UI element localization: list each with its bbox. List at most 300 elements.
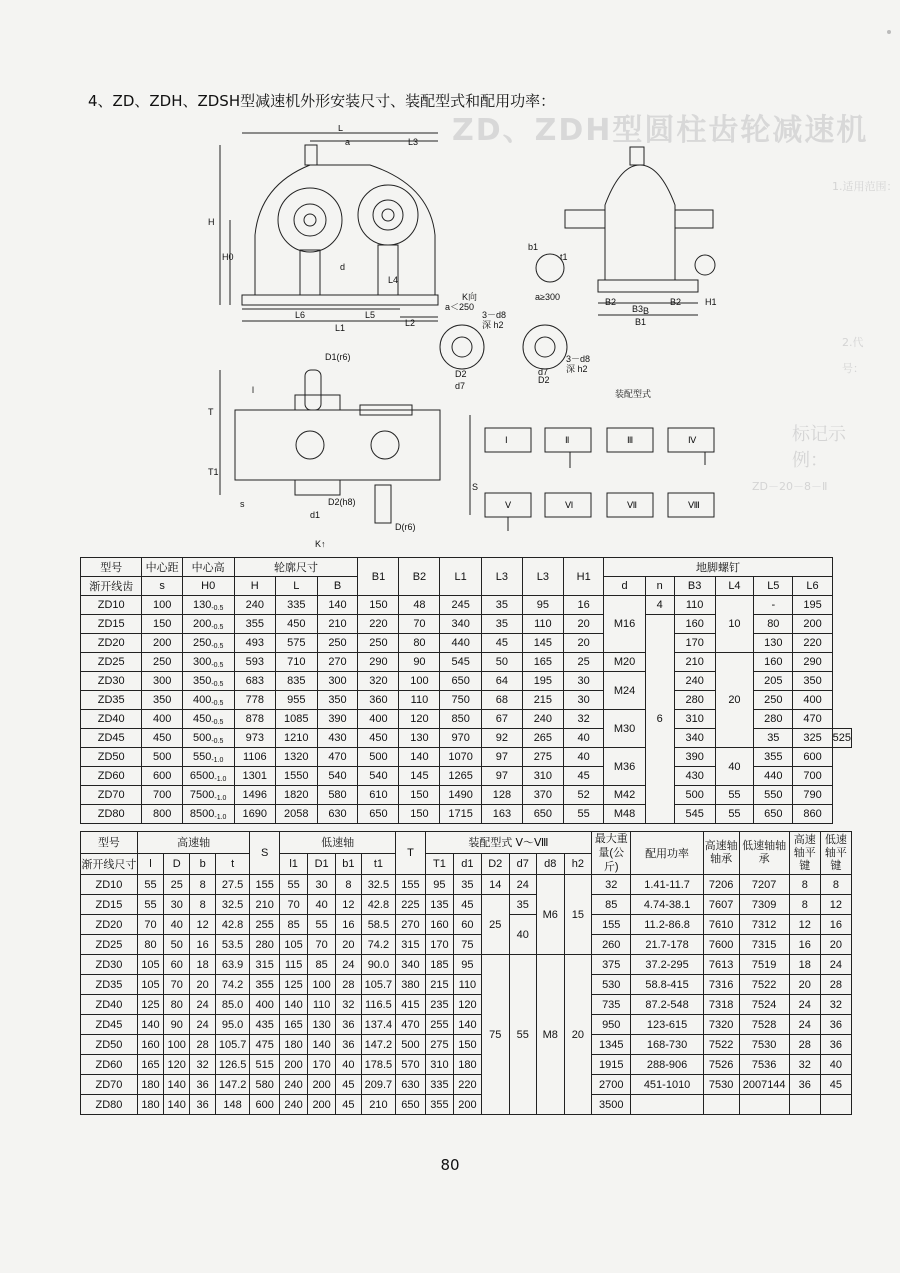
th-L3b: L3 bbox=[522, 558, 563, 596]
cell: 147.2 bbox=[215, 1075, 249, 1095]
cell: $450_{-0.5}$ bbox=[182, 710, 234, 729]
lbl-D2b-1: D2 bbox=[455, 369, 467, 379]
cell: 30 bbox=[563, 672, 604, 691]
th-L6: L6 bbox=[793, 577, 832, 596]
roman-1: Ⅰ bbox=[505, 435, 508, 445]
th-L5: L5 bbox=[754, 577, 793, 596]
cell: 150 bbox=[399, 805, 440, 824]
cell: 45 bbox=[563, 767, 604, 786]
th2-power: 配用功率 bbox=[631, 832, 703, 875]
cell: 105.7 bbox=[215, 1035, 249, 1055]
roman-4: Ⅳ bbox=[688, 435, 697, 445]
cell: 95 bbox=[453, 955, 481, 975]
cell: 500 bbox=[674, 786, 715, 805]
cell: 24 bbox=[789, 1015, 820, 1035]
cell: 210 bbox=[674, 653, 715, 672]
cell: 350 bbox=[317, 691, 358, 710]
cell: 170 bbox=[308, 1055, 336, 1075]
cell: 200 bbox=[142, 634, 182, 653]
cell: 32 bbox=[563, 710, 604, 729]
lbl-S: S bbox=[472, 482, 479, 492]
cell: 7530 bbox=[703, 1075, 739, 1095]
cell: $200_{-0.5}$ bbox=[182, 615, 234, 634]
cell: 74.2 bbox=[361, 935, 395, 955]
cell: 2007144 bbox=[739, 1075, 789, 1095]
cell: 168-730 bbox=[631, 1035, 703, 1055]
cell: 20 bbox=[820, 935, 851, 955]
cell: 155 bbox=[396, 875, 426, 895]
cell: 58.8-415 bbox=[631, 975, 703, 995]
cell: 36 bbox=[336, 1015, 362, 1035]
cell: $350_{-0.5}$ bbox=[182, 672, 234, 691]
cell: 85 bbox=[280, 915, 308, 935]
cell: $7500_{-1.0}$ bbox=[182, 786, 234, 805]
cell: 92 bbox=[481, 729, 522, 748]
cell: 1320 bbox=[276, 748, 318, 767]
cell: 610 bbox=[358, 786, 399, 805]
cell: 8 bbox=[336, 875, 362, 895]
cell: 650 bbox=[440, 672, 482, 691]
cell: 110 bbox=[674, 596, 715, 615]
cell: 8 bbox=[820, 875, 851, 895]
table-row bbox=[81, 805, 852, 824]
bleed-s3: 标记示例： bbox=[792, 424, 846, 471]
cell: 973 bbox=[234, 729, 276, 748]
cell: 12 bbox=[336, 895, 362, 915]
lbl-s: s bbox=[240, 499, 245, 509]
roman-7: Ⅶ bbox=[627, 500, 638, 510]
cell: 340 bbox=[440, 615, 482, 634]
cell: ZD60 bbox=[81, 767, 142, 786]
cell: 580 bbox=[250, 1075, 280, 1095]
cell: 320 bbox=[358, 672, 399, 691]
cell: 68 bbox=[481, 691, 522, 710]
cell: 150 bbox=[142, 615, 182, 634]
cell: 155 bbox=[592, 915, 631, 935]
cell: 515 bbox=[250, 1055, 280, 1075]
cell: 370 bbox=[522, 786, 563, 805]
cell: 290 bbox=[793, 653, 832, 672]
lbl-d7-2: d7 bbox=[538, 367, 549, 377]
cell: 8 bbox=[190, 895, 216, 915]
cell: 120 bbox=[399, 710, 440, 729]
cell: 210 bbox=[250, 895, 280, 915]
cell: 290 bbox=[358, 653, 399, 672]
lbl-L5: L5 bbox=[365, 310, 376, 320]
cell: 7524 bbox=[739, 995, 789, 1015]
cell: 60 bbox=[164, 955, 190, 975]
cell: 195 bbox=[522, 672, 563, 691]
th2-ls-key: 低速轴平键 bbox=[820, 832, 851, 875]
cell: ZD35 bbox=[81, 691, 142, 710]
th2-T: T bbox=[396, 832, 426, 875]
cell: 800 bbox=[142, 805, 182, 824]
cell: 493 bbox=[234, 634, 276, 653]
cell: 90.0 bbox=[361, 955, 395, 975]
cell: 200 bbox=[453, 1095, 481, 1115]
table-row bbox=[81, 1095, 852, 1115]
cell: 21.7-178 bbox=[631, 935, 703, 955]
cell: 140 bbox=[280, 995, 308, 1015]
cell: 55 bbox=[280, 875, 308, 895]
cell: 250 bbox=[142, 653, 182, 672]
lbl-H0: H0 bbox=[222, 252, 234, 262]
cell: 580 bbox=[317, 786, 358, 805]
th-involute: 渐开线齿 bbox=[81, 577, 142, 596]
lbl-D2: D2(h8) bbox=[328, 497, 356, 507]
th2-d8: d8 bbox=[536, 853, 564, 875]
cell: 36 bbox=[820, 1015, 851, 1035]
cell: 20 bbox=[563, 615, 604, 634]
cell: 200 bbox=[793, 615, 832, 634]
cell: 540 bbox=[358, 767, 399, 786]
cell: 60 bbox=[453, 915, 481, 935]
cell: 30 bbox=[563, 691, 604, 710]
cell: 20 bbox=[715, 653, 754, 748]
cell: 240 bbox=[280, 1075, 308, 1095]
cell: 7528 bbox=[739, 1015, 789, 1035]
cell: 245 bbox=[440, 596, 482, 615]
cell: 240 bbox=[234, 596, 276, 615]
cell: 63.9 bbox=[215, 955, 249, 975]
cell: 545 bbox=[674, 805, 715, 824]
cell: 55 bbox=[137, 875, 163, 895]
cell: 87.2-548 bbox=[631, 995, 703, 1015]
cell: 25 bbox=[164, 875, 190, 895]
cell: 53.5 bbox=[215, 935, 249, 955]
cell: 7206 bbox=[703, 875, 739, 895]
cell: 255 bbox=[425, 1015, 453, 1035]
cell: 1085 bbox=[276, 710, 318, 729]
cell: 130 bbox=[308, 1015, 336, 1035]
cell: 58.5 bbox=[361, 915, 395, 935]
cell: 451-1010 bbox=[631, 1075, 703, 1095]
table-row bbox=[81, 975, 852, 995]
th-anchor: 地脚螺钉 bbox=[604, 558, 832, 577]
cell: 540 bbox=[317, 767, 358, 786]
cell: 70 bbox=[280, 895, 308, 915]
cell: 7316 bbox=[703, 975, 739, 995]
cell: 105 bbox=[280, 935, 308, 955]
cell: 97 bbox=[481, 767, 522, 786]
cell: 630 bbox=[396, 1075, 426, 1095]
cell: 55 bbox=[563, 805, 604, 824]
th-B3: B3 bbox=[674, 577, 715, 596]
cell: 570 bbox=[396, 1055, 426, 1075]
cell: 55 bbox=[715, 805, 754, 824]
cell: ZD30 bbox=[81, 955, 138, 975]
cell: 32.5 bbox=[361, 875, 395, 895]
cell: M48 bbox=[604, 805, 645, 824]
cell: $130_{-0.5}$ bbox=[182, 596, 234, 615]
cell: 860 bbox=[793, 805, 832, 824]
cell: 36 bbox=[820, 1035, 851, 1055]
cell: 28 bbox=[789, 1035, 820, 1055]
cell: 683 bbox=[234, 672, 276, 691]
cell: 70 bbox=[399, 615, 440, 634]
bleed-s2: 2.代号： bbox=[842, 336, 864, 375]
cell: 7607 bbox=[703, 895, 739, 915]
cell: 315 bbox=[396, 935, 426, 955]
cell: 7530 bbox=[739, 1035, 789, 1055]
cell: 110 bbox=[399, 691, 440, 710]
cell: ZD25 bbox=[81, 653, 142, 672]
cell: 45 bbox=[481, 634, 522, 653]
lbl-a-ge: a≥300 bbox=[535, 292, 560, 302]
cell: 40 bbox=[715, 748, 754, 786]
cell: 850 bbox=[440, 710, 482, 729]
cell: 35 bbox=[453, 875, 481, 895]
cell: 20 bbox=[789, 975, 820, 995]
cell: 32 bbox=[789, 1055, 820, 1075]
cell: 40 bbox=[308, 895, 336, 915]
cell: 100 bbox=[164, 1035, 190, 1055]
reducer-drawing bbox=[200, 125, 860, 555]
shaft-power-table bbox=[80, 831, 852, 1115]
cell: 140 bbox=[399, 748, 440, 767]
cell: 240 bbox=[280, 1095, 308, 1115]
cell: 7312 bbox=[739, 915, 789, 935]
cell: 55 bbox=[308, 915, 336, 935]
lbl-K-dir: K向 bbox=[462, 292, 478, 302]
cell: 40 bbox=[336, 1055, 362, 1075]
cell: 835 bbox=[276, 672, 318, 691]
th2-t1: t1 bbox=[361, 853, 395, 875]
cell: M20 bbox=[604, 653, 645, 672]
bleed-s1: 1.适用范围： bbox=[832, 180, 898, 193]
cell: 1345 bbox=[592, 1035, 631, 1055]
cell: 18 bbox=[789, 955, 820, 975]
cell: 7522 bbox=[703, 1035, 739, 1055]
cell: ZD40 bbox=[81, 710, 142, 729]
cell: 24 bbox=[190, 1015, 216, 1035]
table-row bbox=[81, 1035, 852, 1055]
cell: 790 bbox=[793, 786, 832, 805]
lbl-L: L bbox=[338, 125, 344, 133]
cell: - bbox=[754, 596, 793, 615]
cell: 90 bbox=[164, 1015, 190, 1035]
cell: $6500_{-1.0}$ bbox=[182, 767, 234, 786]
cell: 140 bbox=[164, 1095, 190, 1115]
cell: 36 bbox=[190, 1095, 216, 1115]
lbl-B2-1: B2 bbox=[605, 297, 617, 307]
cell: ZD50 bbox=[81, 748, 142, 767]
cell bbox=[789, 1095, 820, 1115]
th2-d7: d7 bbox=[509, 853, 536, 875]
cell: ZD60 bbox=[81, 1055, 138, 1075]
cell: 95 bbox=[522, 596, 563, 615]
lbl-b1: b1 bbox=[528, 242, 539, 252]
cell: 36 bbox=[190, 1075, 216, 1095]
cell: 220 bbox=[793, 634, 832, 653]
lbl-deep-2: 深 h2 bbox=[566, 364, 588, 374]
cell: 220 bbox=[358, 615, 399, 634]
cell: 35 bbox=[754, 729, 793, 748]
cell: 28 bbox=[190, 1035, 216, 1055]
lbl-a-lt: a＜250 bbox=[445, 302, 475, 312]
cell: 970 bbox=[440, 729, 482, 748]
cell: ZD10 bbox=[81, 875, 138, 895]
cell: $400_{-0.5}$ bbox=[182, 691, 234, 710]
bleed-heading: ZD、ZDH型圆柱齿轮减速机 bbox=[452, 113, 869, 148]
cell: 80 bbox=[399, 634, 440, 653]
cell: 12 bbox=[190, 915, 216, 935]
cell: 710 bbox=[276, 653, 318, 672]
cell: 180 bbox=[453, 1055, 481, 1075]
cell: $500_{-0.5}$ bbox=[182, 729, 234, 748]
cell: 163 bbox=[481, 805, 522, 824]
cell: ZD20 bbox=[81, 915, 138, 935]
cell: 140 bbox=[308, 1035, 336, 1055]
cell: M8 bbox=[536, 955, 564, 1115]
cell: 37.2-295 bbox=[631, 955, 703, 975]
cell: 15 bbox=[564, 875, 591, 955]
cell: 30 bbox=[164, 895, 190, 915]
table-row bbox=[81, 1075, 852, 1095]
cell: 450 bbox=[142, 729, 182, 748]
cell: ZD40 bbox=[81, 995, 138, 1015]
cell: 1690 bbox=[234, 805, 276, 824]
cell: 240 bbox=[522, 710, 563, 729]
cell: 110 bbox=[308, 995, 336, 1015]
lbl-hole-2: 3－d8 bbox=[566, 354, 591, 364]
cell: 128 bbox=[481, 786, 522, 805]
cell: ZD80 bbox=[81, 805, 142, 824]
th2-t: t bbox=[215, 853, 249, 875]
th-L3a: L3 bbox=[481, 558, 522, 596]
lbl-B2-2: B2 bbox=[670, 297, 682, 307]
cell: 140 bbox=[453, 1015, 481, 1035]
table-row bbox=[81, 653, 852, 672]
th2-assembly: 装配型式 Ⅴ～Ⅷ bbox=[425, 832, 591, 854]
th-H: H bbox=[234, 577, 276, 596]
cell: 45 bbox=[820, 1075, 851, 1095]
table-row bbox=[81, 875, 852, 895]
cell: 1301 bbox=[234, 767, 276, 786]
cell: 7536 bbox=[739, 1055, 789, 1075]
th2-T1: T1 bbox=[425, 853, 453, 875]
cell: 280 bbox=[250, 935, 280, 955]
lbl-D2b-2: D2 bbox=[538, 375, 550, 385]
cell: 250 bbox=[754, 691, 793, 710]
cell: 600 bbox=[793, 748, 832, 767]
cell: 160 bbox=[674, 615, 715, 634]
cell: 32 bbox=[592, 875, 631, 895]
cell: 7526 bbox=[703, 1055, 739, 1075]
cell: 70 bbox=[308, 935, 336, 955]
cell: 400 bbox=[793, 691, 832, 710]
lbl-l1: l bbox=[252, 385, 254, 395]
cell: 35 bbox=[481, 615, 522, 634]
cell: 1915 bbox=[592, 1055, 631, 1075]
cell: 7318 bbox=[703, 995, 739, 1015]
scan-dot bbox=[887, 30, 891, 34]
cell bbox=[631, 1095, 703, 1115]
cell: 375 bbox=[592, 955, 631, 975]
roman-2: Ⅱ bbox=[565, 435, 570, 445]
lbl-L4: L4 bbox=[388, 275, 399, 285]
cell: 35 bbox=[509, 895, 536, 915]
th2-D2: D2 bbox=[481, 853, 509, 875]
th2-l: l bbox=[137, 853, 163, 875]
cell: 350 bbox=[793, 672, 832, 691]
cell: 950 bbox=[592, 1015, 631, 1035]
cell: 32.5 bbox=[215, 895, 249, 915]
table-row bbox=[81, 995, 852, 1015]
cell: 2058 bbox=[276, 805, 318, 824]
cell: 40 bbox=[164, 915, 190, 935]
cell: 470 bbox=[317, 748, 358, 767]
cell: ZD20 bbox=[81, 634, 142, 653]
cell: 105 bbox=[137, 955, 163, 975]
cell: 170 bbox=[674, 634, 715, 653]
cell: 120 bbox=[164, 1055, 190, 1075]
lbl-deep-1: 深 h2 bbox=[482, 320, 504, 330]
cell: 390 bbox=[674, 748, 715, 767]
cell: 140 bbox=[317, 596, 358, 615]
cell: 360 bbox=[358, 691, 399, 710]
cell: 126.5 bbox=[215, 1055, 249, 1075]
cell: 30 bbox=[308, 875, 336, 895]
th2-b: b bbox=[190, 853, 216, 875]
th2-hs-bearing: 高速轴轴承 bbox=[703, 832, 739, 875]
cell: ZD35 bbox=[81, 975, 138, 995]
cell: 1490 bbox=[440, 786, 482, 805]
cell: 45 bbox=[336, 1075, 362, 1095]
cell: 165 bbox=[137, 1055, 163, 1075]
cell: 650 bbox=[358, 805, 399, 824]
cell: 1106 bbox=[234, 748, 276, 767]
cell: 235 bbox=[425, 995, 453, 1015]
cell: 25 bbox=[563, 653, 604, 672]
cell: 24 bbox=[509, 875, 536, 895]
cell: 200 bbox=[308, 1075, 336, 1095]
cell: 28 bbox=[820, 975, 851, 995]
cell: 145 bbox=[522, 634, 563, 653]
cell: 500 bbox=[142, 748, 182, 767]
cell: 435 bbox=[250, 1015, 280, 1035]
section-title: 4、ZD、ZDH、ZDSH型减速机外形安装尺寸、装配型式和配用功率： bbox=[88, 92, 556, 110]
dimension-table bbox=[80, 557, 852, 824]
cell bbox=[703, 1095, 739, 1115]
cell: 575 bbox=[276, 634, 318, 653]
cell: 335 bbox=[425, 1075, 453, 1095]
cell: M30 bbox=[604, 710, 645, 748]
cell: 140 bbox=[164, 1075, 190, 1095]
cell: 105 bbox=[137, 975, 163, 995]
cell: 650 bbox=[754, 805, 793, 824]
cell: 270 bbox=[317, 653, 358, 672]
cell: M36 bbox=[604, 748, 645, 786]
cell: 24 bbox=[820, 955, 851, 975]
cell: 178.5 bbox=[361, 1055, 395, 1075]
cell: ZD30 bbox=[81, 672, 142, 691]
cell: 85 bbox=[592, 895, 631, 915]
cell: 545 bbox=[440, 653, 482, 672]
cell: 55 bbox=[509, 955, 536, 1115]
cell: 475 bbox=[250, 1035, 280, 1055]
cell: 45 bbox=[336, 1095, 362, 1115]
lbl-T1: T1 bbox=[208, 467, 219, 477]
cell: 2700 bbox=[592, 1075, 631, 1095]
lbl-B1: B1 bbox=[635, 317, 647, 327]
cell: 440 bbox=[440, 634, 482, 653]
cell: 1496 bbox=[234, 786, 276, 805]
cell: 12 bbox=[789, 915, 820, 935]
cell: 74.2 bbox=[215, 975, 249, 995]
cell: 100 bbox=[142, 596, 182, 615]
th-d: d bbox=[604, 577, 645, 596]
